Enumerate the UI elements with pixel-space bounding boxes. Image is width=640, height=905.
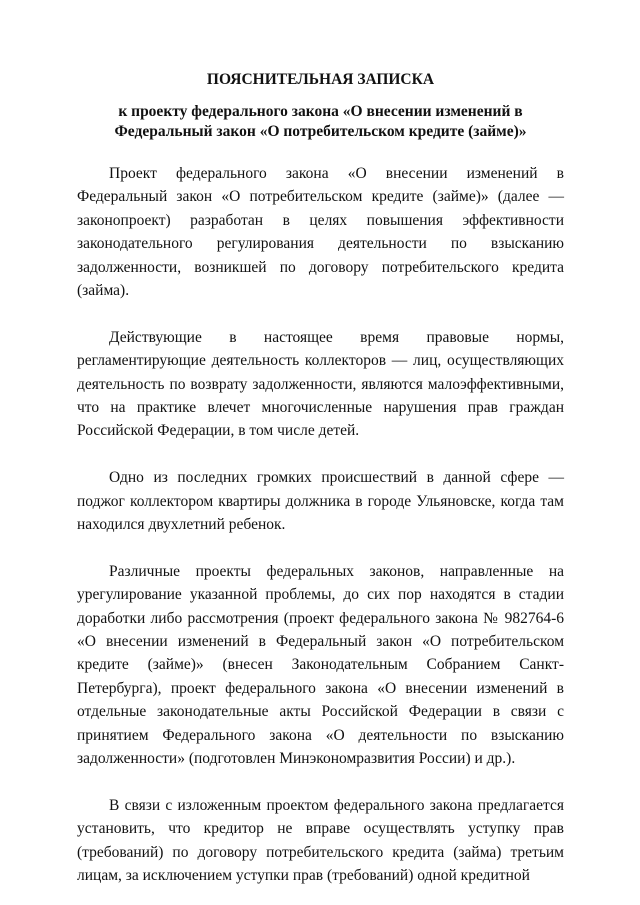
- paragraph: Различные проекты федеральных законов, направленные на урегулирование указанной проблемы, до сих пор находятся в стадии доработки либо рассмотрения (проект федерального закона № 982764-6 «О внесении изменений в Федеральный закон «О потребительском кредите (займе)» (внесен Законодательным Собранием Санкт-Петербурга), проект федерального закона «О внесении изменений в отдельные законодательные акты Российской Федерации в связи с принятием Федерального закона «О деятельности по взысканию задолженности» (подготовлен Минэкономразвития России) и др.).: [77, 562, 564, 768]
- document-body: [77, 162, 564, 888]
- document-title: ПОЯСНИТЕЛЬНАЯ ЗАПИСКА: [206, 71, 435, 88]
- paragraph: Проект федерального закона «О внесении изменений в Федеральный закон «О потребительском кредите (займе)» (далее — законопроект) разработан в целях повышения эффективности законодательного регулирования деятельности по взысканию задолженности, возникшей по договору потребительского кредита (займа).: [77, 165, 564, 300]
- paragraph: Одно из последних громких происшествий в данной сфере — поджог коллектором квартиры должника в городе Ульяновске, когда там находился двухлетний ребенок.: [77, 469, 564, 534]
- document-page: [77, 70, 564, 888]
- paragraph: В связи с изложенным проектом федерального закона предлагается установить, что кредитор не вправе осуществлять уступку прав (требований) по договору потребительского кредита (займа) третьим лицам, за исключением уступки прав (требований) одной кредитной: [77, 796, 564, 885]
- document-subtitle: [77, 102, 564, 142]
- subtitle-line-1: к проекту федерального закона «О внесении изменений в: [118, 103, 523, 120]
- subtitle-line-2: Федеральный закон «О потребительском кредите (займе)»: [114, 123, 527, 140]
- paragraph: Действующие в настоящее время правовые нормы, регламентирующие деятельность коллекторов — лиц, осуществляющих деятельность по возврату задолженности, являются малоэффективными, что на практике влечет многочисленные нарушения прав граждан Российской Федерации, в том числе детей.: [77, 328, 564, 440]
